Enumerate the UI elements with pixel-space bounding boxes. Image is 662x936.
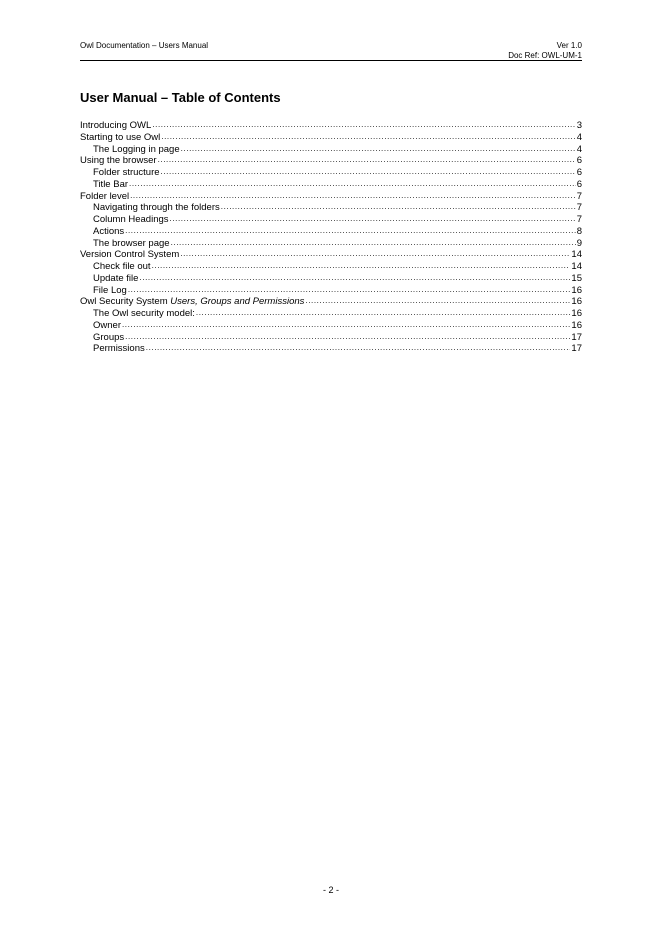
toc-entry-label <box>80 132 160 144</box>
toc-entry-label-text: Permissions <box>93 343 145 355</box>
header-version: Ver 1.0 <box>556 41 582 50</box>
header-doc-info <box>508 41 582 61</box>
toc-entry-label <box>80 191 129 203</box>
toc-entry-page: 16 <box>571 319 582 331</box>
toc-entry-label-text: Groups <box>93 331 125 343</box>
header-document-title: Owl Documentation – Users Manual <box>80 41 209 50</box>
toc-entry-page: 16 <box>571 296 582 308</box>
toc-entry-page: 16 <box>571 308 582 319</box>
toc-entry-label-text: Title Bar <box>93 178 129 190</box>
toc-entry-label-text: Navigating through the folders <box>93 202 220 214</box>
dot-leader <box>130 190 576 202</box>
toc-entry-page: 16 <box>571 284 582 296</box>
toc-title: User Manual – Table of Contents <box>80 90 281 105</box>
toc-entry-label-text: Folder structure <box>93 167 160 178</box>
toc-entry-label-text: Using the browser <box>80 155 157 167</box>
dot-leader <box>221 201 576 213</box>
dot-leader <box>161 166 576 178</box>
dot-leader <box>196 307 571 319</box>
toc-entry-page: 4 <box>576 131 582 143</box>
page-header <box>80 38 582 61</box>
toc-entry-page: 7 <box>576 190 582 202</box>
toc-entry-page: 7 <box>576 214 582 225</box>
toc-entry-label-text: Version Control System <box>80 249 180 261</box>
dot-leader <box>129 178 576 190</box>
toc-entry-page: 17 <box>571 343 582 355</box>
toc-entry-page: 6 <box>576 167 582 178</box>
dot-leader <box>125 225 576 237</box>
dot-leader <box>128 284 571 296</box>
toc-entry[interactable] <box>80 343 582 355</box>
toc-entry-page: 14 <box>571 249 582 261</box>
dot-leader <box>125 331 570 343</box>
page-number: - 2 - <box>322 885 339 895</box>
toc-entry-page: 17 <box>571 331 582 343</box>
toc-entry-label <box>93 226 124 238</box>
dot-leader <box>181 143 576 155</box>
toc-entry-page: 6 <box>576 155 582 167</box>
dot-leader <box>122 319 570 331</box>
toc-entry-page: 14 <box>571 261 582 272</box>
toc-entry-page: 15 <box>571 272 582 284</box>
dot-leader <box>170 213 576 225</box>
toc-entry-label <box>80 155 157 167</box>
dot-leader <box>180 248 570 260</box>
toc-entry-page: 8 <box>576 225 582 237</box>
dot-leader <box>161 131 575 143</box>
table-of-contents <box>80 120 582 355</box>
toc-entry-label <box>93 238 170 250</box>
toc-entry-label-text: The Owl security model: <box>93 308 195 319</box>
toc-entry-label-text: Folder level <box>80 190 130 202</box>
toc-entry-label-text: Introducing OWL <box>80 120 152 131</box>
toc-entry-label <box>93 343 145 355</box>
toc-entry-page: 6 <box>576 178 582 190</box>
toc-entry-page: 4 <box>576 143 582 155</box>
toc-entry-label-italic: Users, Groups and Permissions <box>170 296 305 308</box>
toc-entry-page: 9 <box>576 237 582 249</box>
toc-entry-label-text: Owner <box>93 319 121 331</box>
toc-entry-label <box>93 332 124 344</box>
dot-leader <box>171 237 576 249</box>
dot-leader <box>158 154 576 166</box>
toc-entry-label-text: The Logging in page <box>93 143 180 155</box>
page-footer <box>0 885 662 896</box>
toc-entry-label <box>93 179 128 191</box>
toc-entry-label <box>93 320 121 332</box>
dot-leader <box>139 272 570 284</box>
toc-entry-label-text: Update file <box>93 272 139 284</box>
dot-leader <box>305 295 570 307</box>
toc-entry-label <box>93 285 127 297</box>
toc-entry-label-text: Column Headings <box>93 214 169 225</box>
toc-entry-label-text: Owl Security System <box>80 296 171 308</box>
toc-entry-label-text: The browser page <box>93 237 170 249</box>
toc-entry-label <box>80 120 151 132</box>
toc-entry-label-text: File Log <box>93 284 127 296</box>
toc-entry-label-text: Actions <box>93 225 125 237</box>
toc-entry-label-text: Starting to use Owl <box>80 131 161 143</box>
toc-entry-page: 7 <box>576 202 582 214</box>
dot-leader <box>152 119 575 131</box>
dot-leader <box>152 260 571 272</box>
toc-entry-page: 3 <box>576 120 582 131</box>
header-doc-ref: Doc Ref: OWL-UM-1 <box>508 51 582 60</box>
toc-entry-label-text: Check file out <box>93 261 151 272</box>
dot-leader <box>146 342 571 354</box>
